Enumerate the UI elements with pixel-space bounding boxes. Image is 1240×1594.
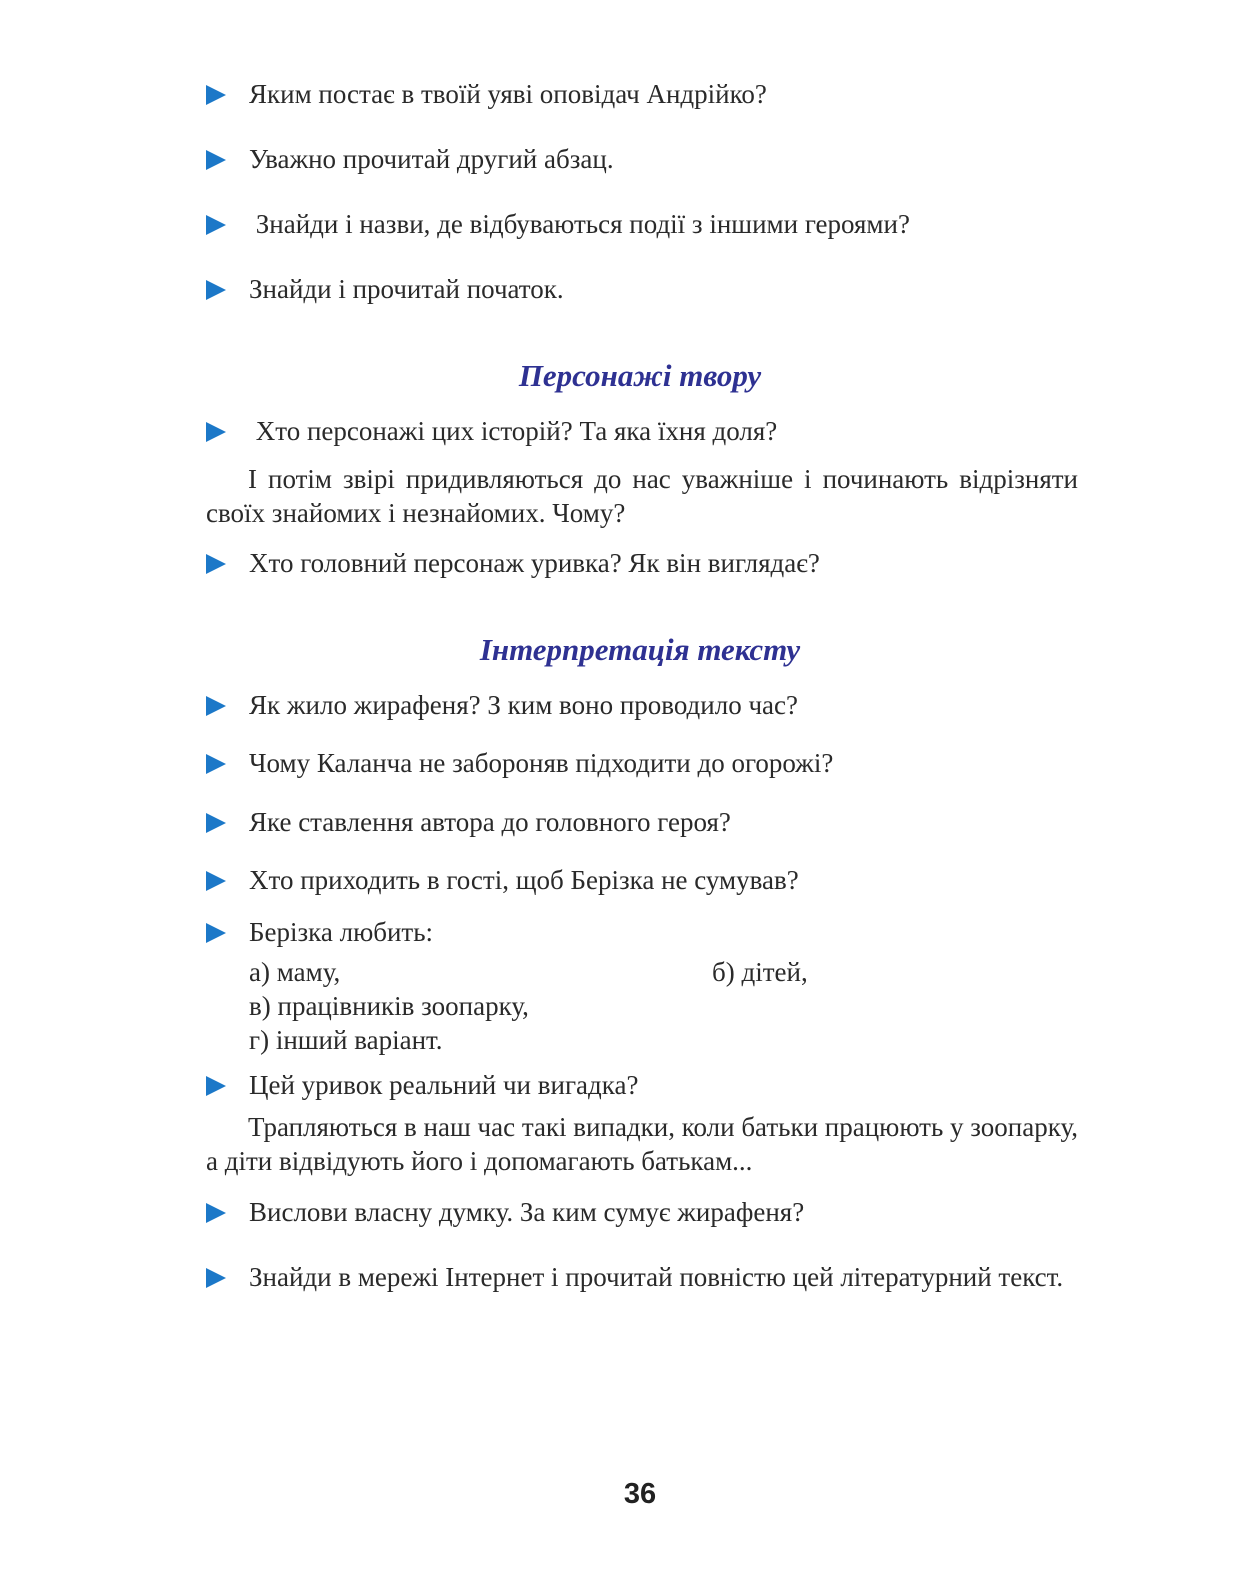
paragraph: Трапляються в наш час такі випадки, коли батьки працюють у зоопарку, а діти відвідують його і допомагають батькам... — [206, 1112, 1078, 1176]
question-item — [206, 1261, 1086, 1293]
arrow-bullet-icon — [206, 813, 226, 833]
arrow-bullet-icon — [206, 1268, 226, 1288]
question-item — [206, 415, 1086, 447]
paragraph: І потім звірі придивляються до нас уважніше і починають відрізняти своїх знайомих і незнайомих. Чому? — [206, 464, 1078, 528]
question-text: Знайди і прочитай початок. — [249, 274, 564, 304]
question-text: Знайди і назви, де відбуваються події з іншими героями? — [249, 209, 910, 239]
arrow-bullet-icon — [206, 422, 226, 442]
question-text: Цей уривок реальний чи вигадка? — [249, 1070, 639, 1100]
question-item — [206, 747, 1086, 779]
question-item — [206, 806, 1086, 838]
question-text: Чому Каланча не забороняв підходити до огорожі? — [249, 748, 834, 778]
arrow-bullet-icon — [206, 85, 226, 105]
arrow-bullet-icon — [206, 554, 226, 574]
question-item — [206, 273, 1086, 305]
section-heading: Персонажі твору — [518, 358, 762, 393]
question-text: Хто приходить в гості, щоб Берізка не сумував? — [249, 865, 799, 895]
question-text: Яке ставлення автора до головного героя? — [249, 807, 731, 837]
question-item — [206, 547, 1086, 579]
question-text: Вислови власну думку. За ким сумує жирафеня? — [249, 1197, 805, 1227]
question-item — [206, 208, 1086, 240]
question-text: Хто головний персонаж уривка? Як він виглядає? — [249, 548, 820, 578]
answer-option: б) дітей, — [712, 957, 808, 987]
arrow-bullet-icon — [206, 923, 226, 943]
question-item — [206, 916, 1086, 948]
question-item — [206, 689, 1086, 721]
answer-option: г) інший варіант. — [249, 1025, 443, 1055]
question-text: Берізка любить: — [249, 917, 434, 947]
arrow-bullet-icon — [206, 150, 226, 170]
arrow-bullet-icon — [206, 1203, 226, 1223]
question-text: Уважно прочитай другий абзац. — [249, 144, 614, 174]
arrow-bullet-icon — [206, 215, 226, 235]
question-text: Знайди в мережі Інтернет і прочитай повністю цей літературний текст. — [249, 1262, 1064, 1292]
arrow-bullet-icon — [206, 1076, 226, 1096]
arrow-bullet-icon — [206, 754, 226, 774]
answer-option: а) маму, — [249, 957, 341, 987]
question-item — [206, 143, 1086, 175]
section-heading: Інтерпретація тексту — [479, 632, 801, 667]
question-text: Хто персонажі цих історій? Та яка їхня доля? — [249, 416, 778, 446]
arrow-bullet-icon — [206, 280, 226, 300]
arrow-bullet-icon — [206, 696, 226, 716]
question-text: Яким постає в твоїй уяві оповідач Андрійко? — [249, 79, 767, 109]
page-number: 36 — [623, 1478, 657, 1510]
question-item — [206, 1196, 1086, 1228]
question-item — [206, 78, 1086, 110]
question-item — [206, 864, 1086, 896]
answer-option: в) працівників зоопарку, — [249, 991, 529, 1021]
question-text: Як жило жирафеня? З ким воно проводило час? — [249, 690, 798, 720]
arrow-bullet-icon — [206, 871, 226, 891]
question-item — [206, 1069, 1086, 1101]
